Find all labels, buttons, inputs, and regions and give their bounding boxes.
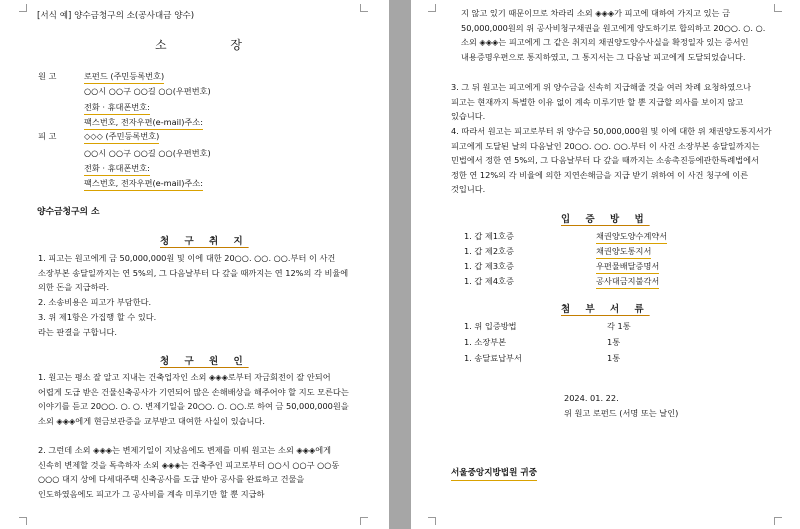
claim-item: 1. 피고는 원고에게 금 50,000,000원 및 이에 대한 20○○. ○○. ○○.부터 이 사건 소장부본 송달일까지는 연 5%의, 그 다음날부터 다 갚을 때까지는 연 12%의 각 비율에 의한 돈을 지급하라.	[38, 253, 349, 293]
crop-mark	[774, 4, 782, 12]
attachment-count: 1통	[607, 353, 621, 363]
crop-mark	[428, 517, 436, 525]
claim-item: 라는 판결을 구합니다.	[38, 327, 117, 337]
evidence-desc: 채권양도통지서	[596, 244, 651, 259]
cause-item: 2. 그런데 소외 ◈◈◈는 변제기일이 지났음에도 변제를 미뤄 원고는 소외 ◈◈◈에게 신속히 변제할 것을 독촉하자 소외 ◈◈◈는 건축주인 피고로부터 ○○시 ○○구 ○○동 ○○○ 대지 상에 다세대주택 신축공사를 도급 받아 공사를 완료하고 건물을 인도하였음에도 피고가 그 공사비를 계속 미루기만 할 뿐 지급하	[38, 445, 340, 499]
evidence-desc: 우편물배달증명서	[596, 259, 659, 274]
document-page-1	[0, 0, 389, 529]
plaintiff-name: 로펀드 (주민등록번호)	[84, 69, 164, 84]
filing-date: 2024. 01. 22.	[564, 393, 619, 403]
plaintiff-fax: 팩스번호, 전자우편(e-mail)주소:	[84, 115, 203, 130]
defendant-fax: 팩스번호, 전자우편(e-mail)주소:	[84, 176, 203, 191]
crop-mark	[360, 4, 368, 12]
crop-mark	[774, 517, 782, 525]
defendant-address: ○○시 ○○구 ○○길 ○○(우편번호)	[84, 148, 211, 158]
crop-mark	[19, 4, 27, 12]
crop-mark	[360, 517, 368, 525]
cause-item: 1. 원고는 평소 잘 알고 지내는 건축업자인 소외 ◈◈◈로부터 자금회전이 잘 안되어 어렵게 도급 받은 건물신축공사가 기연되어 많은 손해배상을 해주어야 할 지도 모른다는 이야기를 듣고 20○○. ○. ○. 변제기일을 20○○. ○. ○○.로 하여 금 50,000,000원을 소외 ◈◈◈에게 현금보관증을 교부받고 대여한 사실이 있습니다.	[38, 372, 349, 426]
plaintiff-role: 원 고	[38, 71, 57, 81]
attachment-name: 1. 송달료납부서	[464, 353, 522, 363]
crop-mark	[19, 517, 27, 525]
crop-mark	[428, 4, 436, 12]
evidence-no: 1. 갑 제4호증	[464, 276, 514, 286]
attachment-name: 1. 소장부본	[464, 337, 507, 347]
signature-line: 위 원고 로펀드 (서명 또는 날인)	[564, 408, 679, 418]
attachment-name: 1. 위 입증방법	[464, 321, 517, 331]
evidence-no: 1. 갑 제2호증	[464, 246, 514, 256]
defendant-phone: 전화 · 휴대폰번호:	[84, 161, 150, 176]
evidence-desc: 채권양도양수계약서	[596, 229, 667, 244]
defendant-role: 피 고	[38, 131, 57, 141]
evidence-heading: 입 증 방 법	[561, 214, 650, 225]
cause-item: 3. 그 뒤 원고는 피고에게 위 양수금을 신속히 지급해줄 것을 여러 차례 요청하였으나 피고는 현재까지 특별한 이유 없이 계속 미루기만 할 뿐 지급할 의사를 보이지 않고 있습니다.	[451, 82, 752, 122]
evidence-desc: 공사대금지불각서	[596, 274, 659, 289]
document-title: 소 장	[155, 38, 272, 52]
evidence-no: 1. 갑 제1호증	[464, 231, 514, 241]
case-name: 양수금청구의 소	[37, 207, 100, 217]
cause-item: 4. 따라서 원고는 피고로부터 위 양수금 50,000,000원 및 이에 대한 위 채권양도통지서가 피고에게 도달된 날의 다음날인 20○○. ○○. ○○.부터 이 사건 소장부본 송달일까지는 민법에서 정한 연 5%의, 그 다음날부터 다 갚을 때까지는 소송촉진등에관한특례법에서 정한 연 12%의 각 비율에 의한 지연손해금을 지급 받기 위하여 이 사건 청구에 이른 것입니다.	[451, 126, 772, 195]
cause-continued: 지 않고 있기 때문이므로 차라리 소외 ◈◈◈가 피고에 대하여 가지고 있는 금 50,000,000원의 위 공사비청구채권을 원고에게 양도하기로 합의하고 20○○. ○. ○. 소외 ◈◈◈는 피고에게 그 같은 취지의 채권양도양수사실을 확정일자 있는 증서인 내용증명우편으로 통지하였고, 그 통지서는 그 다음날 피고에게 도달되었습니다.	[461, 8, 766, 62]
attachment-count: 각 1통	[607, 321, 631, 331]
evidence-no: 1. 갑 제3호증	[464, 261, 514, 271]
claim-item: 3. 위 제1항은 가집행 할 수 있다.	[38, 312, 157, 322]
court-name: 서울중앙지방법원 귀중	[451, 466, 537, 481]
claim-item: 2. 소송비용은 피고가 부담한다.	[38, 297, 152, 307]
plaintiff-address: ○○시 ○○구 ○○길 ○○(우편번호)	[84, 86, 211, 96]
plaintiff-phone: 전화 · 휴대폰번호:	[84, 100, 150, 115]
form-label: [서식 예] 양수금청구의 소(공사대금 양수)	[37, 11, 195, 21]
cause-heading: 청 구 원 인	[160, 356, 249, 367]
attachments-heading: 첨 부 서 류	[561, 304, 650, 315]
defendant-name: ◇◇◇ (주민등록번호)	[84, 129, 159, 144]
document-page-2	[411, 0, 800, 529]
attachment-count: 1통	[607, 337, 621, 347]
claim-heading: 청 구 취 지	[160, 236, 249, 247]
